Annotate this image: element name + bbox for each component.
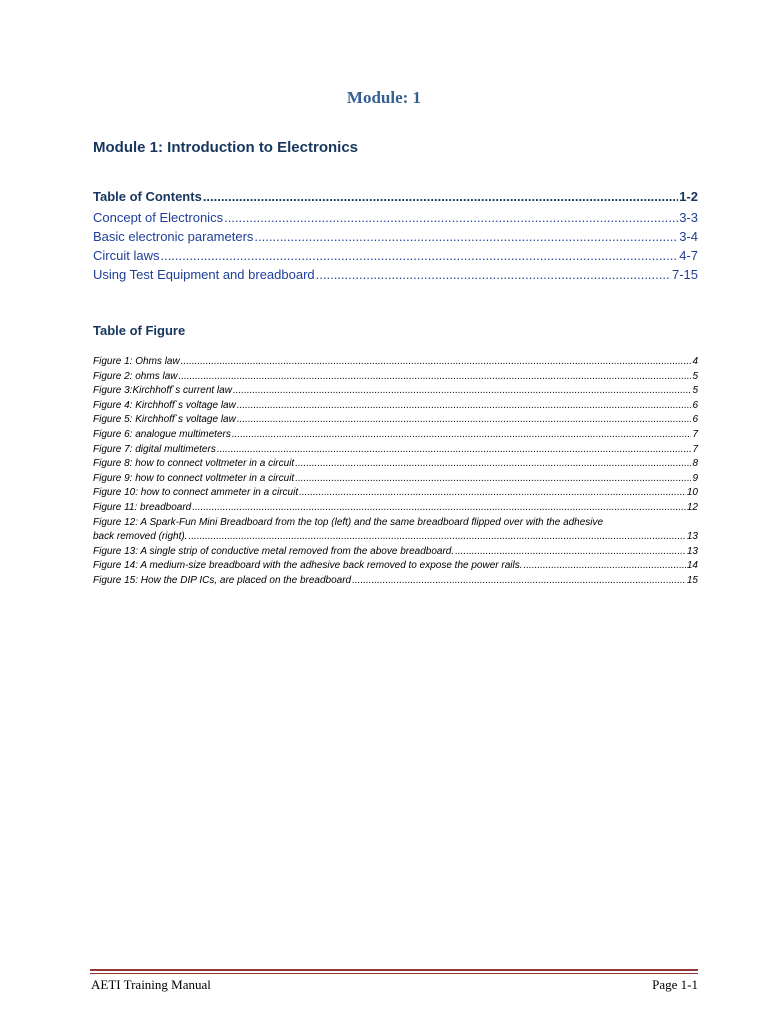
figure-entry-page: 13	[686, 531, 698, 543]
figure-entry-page: 5	[692, 385, 698, 397]
figure-entry-label: Figure 10: how to connect ammeter in a circuit	[93, 487, 299, 499]
toc-entry-page: 4-7	[679, 248, 698, 263]
figure-leader	[299, 486, 686, 501]
toc-leader	[224, 210, 678, 225]
figure-entry-page: 15	[686, 574, 698, 586]
figure-entry[interactable]	[93, 545, 698, 560]
figure-entry[interactable]	[93, 413, 698, 428]
figure-leader	[217, 443, 692, 458]
figure-entry[interactable]	[93, 370, 698, 385]
figure-entry[interactable]	[93, 457, 698, 472]
footer-rule-thick	[90, 969, 698, 971]
figure-entry[interactable]	[93, 472, 698, 487]
figure-leader	[237, 413, 692, 428]
figure-entry-page: 13	[686, 545, 698, 557]
figure-entry-label: Figure 4: Kirchhoff`s voltage law	[93, 399, 236, 411]
figure-leader	[192, 501, 686, 516]
figure-leader	[295, 457, 691, 472]
toc-leader	[160, 248, 678, 263]
figure-entry-label: Figure 8: how to connect voltmeter in a circuit	[93, 458, 295, 470]
module-title: Module 1: Introduction to Electronics	[93, 139, 359, 156]
figure-entry-label: Figure 3:Kirchhoff`s current law	[93, 385, 232, 397]
figure-entry[interactable]	[93, 516, 698, 531]
footer-manual-title: AETI Training Manual	[91, 977, 211, 992]
toc-entry[interactable]	[93, 267, 698, 286]
figure-entry[interactable]	[93, 574, 698, 589]
toc-leader	[316, 267, 671, 282]
figure-entry-label: Figure 6: analogue multimeters	[93, 428, 231, 440]
figure-entry-page: 6	[692, 414, 698, 426]
toc-leader	[203, 189, 678, 204]
toc-entry-label: Circuit laws	[93, 248, 160, 263]
footer-rule-thin	[90, 973, 698, 974]
table-of-figures	[93, 355, 698, 589]
figure-entry-page: 6	[692, 399, 698, 411]
figure-entry[interactable]	[93, 486, 698, 501]
figure-entry-label: Figure 1: Ohms law	[93, 356, 180, 367]
figure-entry-continued[interactable]	[93, 530, 698, 545]
figure-leader	[523, 559, 685, 574]
figure-entry[interactable]	[93, 355, 698, 370]
figure-entry-label: Figure 5: Kirchhoff`s voltage law	[93, 414, 236, 426]
figure-entry-page: 12	[686, 501, 698, 513]
figure-entry-page: 8	[692, 458, 698, 470]
figure-entry-page: 7	[692, 428, 698, 440]
figure-leader	[295, 472, 691, 487]
figure-leader	[352, 574, 686, 589]
figure-entry-label: Figure 7: digital multimeters	[93, 443, 216, 455]
table-of-contents	[93, 189, 698, 286]
footer-page-number: Page 1-1	[652, 977, 698, 992]
figure-entry[interactable]	[93, 443, 698, 458]
figure-leader	[181, 355, 692, 370]
figure-leader	[188, 530, 685, 545]
figure-entry[interactable]	[93, 399, 698, 414]
figure-entry-page: 10	[686, 487, 698, 499]
toc-entry[interactable]	[93, 189, 698, 208]
figure-entry-label: Figure 12: A Spark-Fun Mini Breadboard from the top (left) and the same breadboard flipped over with the adhesive	[93, 516, 604, 528]
figures-heading: Table of Figure	[93, 323, 186, 338]
figure-entry[interactable]	[93, 501, 698, 516]
figure-entry[interactable]	[93, 559, 698, 574]
figure-leader	[455, 545, 686, 560]
figure-leader	[178, 370, 691, 385]
figure-entry-page: 14	[686, 560, 698, 572]
toc-entry-label: Using Test Equipment and breadboard	[93, 267, 315, 282]
toc-entry-label: Concept of Electronics	[93, 210, 224, 225]
figure-entry-label: Figure 2: ohms law	[93, 370, 178, 382]
figure-entry-label: Figure 15: How the DIP ICs, are placed on the breadboard	[93, 574, 352, 586]
toc-entry-page: 1-2	[679, 189, 698, 204]
toc-entry[interactable]	[93, 210, 698, 229]
toc-entry-label: Basic electronic parameters	[93, 229, 254, 244]
figure-entry-label: Figure 14: A medium-size breadboard with the adhesive back removed to expose the power rails.	[93, 560, 523, 572]
figure-entry-page: 5	[692, 370, 698, 382]
figure-entry-label-continued: back removed (right).	[93, 531, 188, 543]
figure-entry-page: 4	[692, 356, 698, 367]
figure-entry-page: 9	[692, 472, 698, 484]
toc-entry-page: 3-4	[679, 229, 698, 244]
toc-entry[interactable]	[93, 248, 698, 267]
figure-leader	[232, 428, 692, 443]
figure-leader	[233, 384, 691, 399]
toc-entry-label: Table of Contents	[93, 189, 202, 204]
figure-entry[interactable]	[93, 428, 698, 443]
figure-leader	[237, 399, 692, 414]
page-heading: Module: 1	[346, 88, 422, 107]
figure-entry-label: Figure 13: A single strip of conductive metal removed from the above breadboard.	[93, 545, 455, 557]
toc-entry[interactable]	[93, 229, 698, 248]
figure-entry-label: Figure 9: how to connect voltmeter in a circuit	[93, 472, 295, 484]
figure-entry[interactable]	[93, 384, 698, 399]
toc-entry-page: 7-15	[671, 267, 698, 282]
toc-entry-page: 3-3	[679, 210, 698, 225]
figure-entry-label: Figure 11: breadboard	[93, 501, 192, 513]
figure-entry-page: 7	[692, 443, 698, 455]
footer-rule	[90, 969, 698, 974]
toc-leader	[254, 229, 678, 244]
